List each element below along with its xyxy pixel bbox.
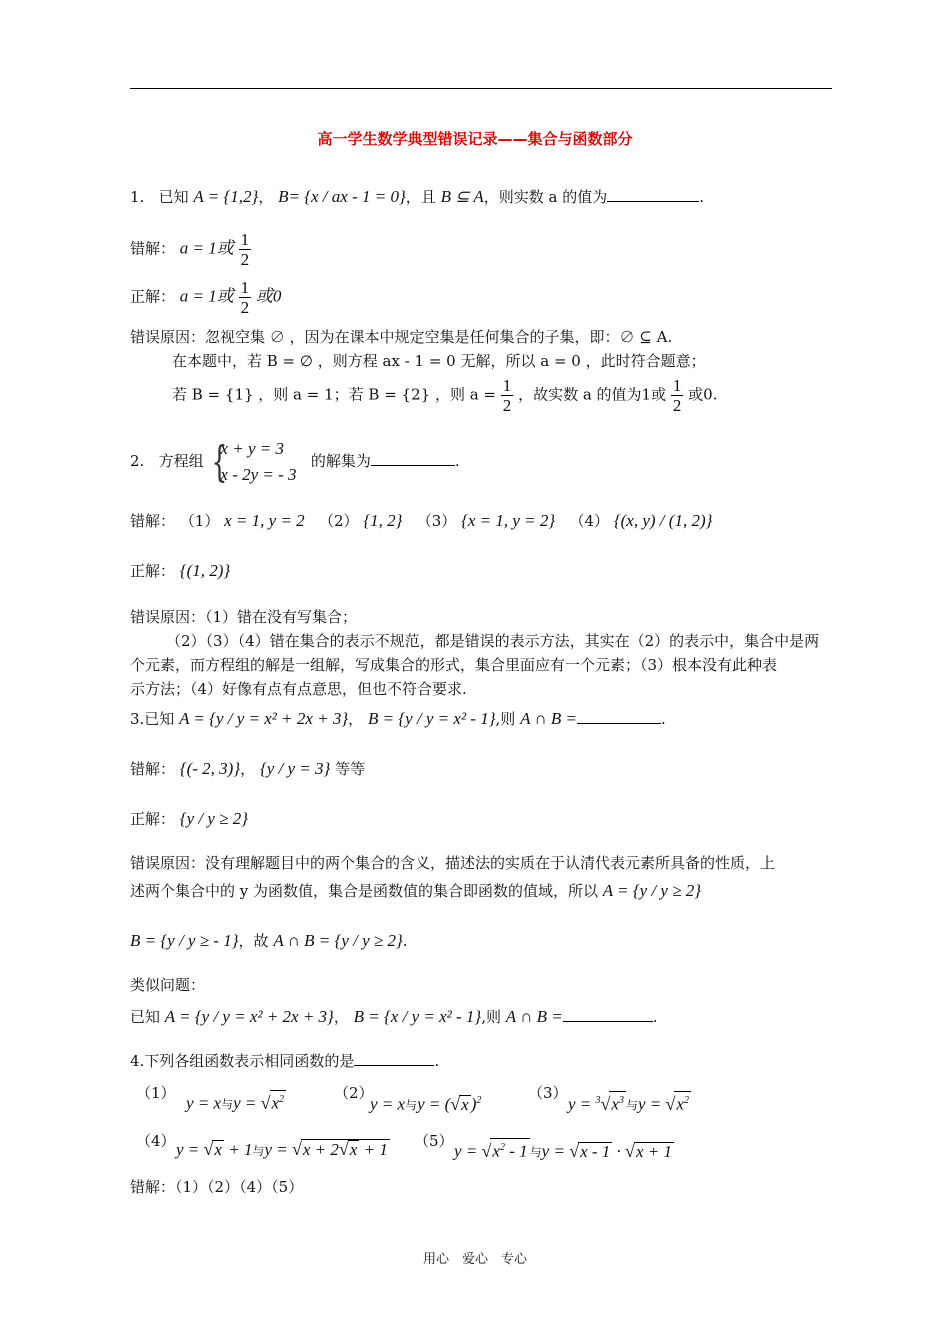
q2-reason-3: 个元素，而方程组的解是一组解，写成集合的形式，集合里面应有一个元素；（3）根本没有此种表 bbox=[130, 656, 778, 674]
q2-right: 正解： {(1, 2)} bbox=[130, 561, 231, 580]
q3-reason-1: 错误原因：没有理解题目中的两个集合的含义，描述法的实质在于认清代表元素所具备的性质，上 bbox=[130, 854, 776, 872]
answer-blank[interactable] bbox=[577, 709, 661, 724]
q1-stem: 1. 已知 A = {1,2}， B= {x / ax - 1 = 0}，且 B ⊆ A，则实数 a 的值为 . bbox=[130, 187, 705, 206]
q3-reason-2: 述两个集合中的 y 为函数值，集合是函数值的集合即函数的值域，所以 A = {y / y ≥ 2} bbox=[130, 881, 702, 900]
q3-right: 正解： {y / y ≥ 2} bbox=[130, 809, 249, 828]
q4-option-5: （5） bbox=[414, 1132, 454, 1150]
q3-reason-3: B = {y / y ≥ - 1}，故 A ∩ B = {y / y ≥ 2}. bbox=[130, 931, 408, 950]
fraction: $\frac{1}{2}$ bbox=[240, 278, 250, 317]
q4-option-4: （4） bbox=[136, 1132, 176, 1150]
header-rule bbox=[130, 88, 832, 89]
answer-blank[interactable] bbox=[563, 1007, 653, 1022]
q3-similar-label: 类似问题： bbox=[130, 976, 206, 994]
q2-wrong: 错解： （1） x = 1, y = 2 （2） {1, 2} （3） {x = 1, y = 2} （4） {(x, y) / (1, 2)} bbox=[130, 511, 713, 530]
q1-reason-3: 若 B = {1} ，则 a = 1；若 B = {2} ，则 a = $\frac{1}{2}$ ，故实数 a 的值为1或 $\frac{1}{2}$ 或0. bbox=[172, 376, 718, 415]
answer-blank[interactable] bbox=[371, 451, 455, 466]
q4-option-2: （2） bbox=[334, 1084, 374, 1102]
q4-wrong: 错解：（1）（2）（4）（5） bbox=[130, 1178, 304, 1196]
fraction: $\frac{1}{2}$ bbox=[672, 376, 682, 415]
q1-reason-1: 错误原因：忽视空集 ∅ ，因为在课本中规定空集是任何集合的子集，即：∅ ⊆ A. bbox=[130, 328, 673, 346]
fraction: $\frac{1}{2}$ bbox=[240, 230, 250, 269]
q4-option-3-expr: $y = ^3√x^3$ 与$y = √x^2$ bbox=[568, 1090, 691, 1117]
q4-option-5-expr: $y = √x^2 - 1$ 与y = √x - 1 · √x + 1 bbox=[454, 1138, 674, 1164]
fraction: $\frac{1}{2}$ bbox=[502, 376, 512, 415]
q3-stem: 3.已知 A = {y / y = x² + 2x + 3}， B = {y / y = x² - 1},则 A ∩ B = . bbox=[130, 709, 666, 728]
q2-reason-4: 示方法；（4）好像有点有点意思，但也不符合要求. bbox=[130, 680, 467, 698]
answer-blank[interactable] bbox=[354, 1051, 434, 1066]
q2-reason-1: 错误原因：（1）错在没有写集合； bbox=[130, 608, 358, 626]
page-footer: 用心 爱心 专心 bbox=[422, 1252, 527, 1267]
q4-option-1-expr: y = x与$y = √x^2$ bbox=[186, 1090, 286, 1116]
q1-wrong: 错解： a = 1或 $\frac{1}{2}$ bbox=[130, 230, 250, 269]
q2-reason-2: （2）（3）（4）错在集合的表示不规范，都是错误的表示方法，其实在（2）的表示中，集合中是两 bbox=[166, 632, 820, 650]
q2-stem: 2. 方程组 { x + y = 3 x - 2y = - 3 的解集为 . bbox=[130, 436, 460, 488]
q4-option-2-expr: y = x与y = (√x )$^2$ bbox=[370, 1093, 482, 1114]
q3-wrong: 错解： {(- 2, 3)}， {y / y = 3} 等等 bbox=[130, 759, 366, 778]
q3-similar-stem: 已知 A = {y / y = x² + 2x + 3}， B = {x / y = x² - 1},则 A ∩ B = . bbox=[130, 1007, 658, 1026]
q4-option-1: （1） bbox=[136, 1084, 176, 1102]
q1-right: 正解： a = 1或 $\frac{1}{2}$ 或0 bbox=[130, 278, 282, 317]
q4-option-3: （3） bbox=[528, 1084, 568, 1102]
answer-blank[interactable] bbox=[607, 187, 699, 202]
q1-reason-2: 在本题中，若 B = ∅ ，则方程 ax - 1 = 0 无解，所以 a = 0 ，此时符合题意； bbox=[172, 352, 706, 370]
q4-option-4-expr: y = √x + 1与y = √x + 2√x + 1 bbox=[176, 1139, 388, 1159]
page-title: 高一学生数学典型错误记录——集合与函数部分 bbox=[317, 130, 633, 148]
equation-system: { x + y = 3 x - 2y = - 3 bbox=[208, 436, 296, 488]
q4-stem: 4.下列各组函数表示相同函数的是 . bbox=[130, 1052, 440, 1070]
